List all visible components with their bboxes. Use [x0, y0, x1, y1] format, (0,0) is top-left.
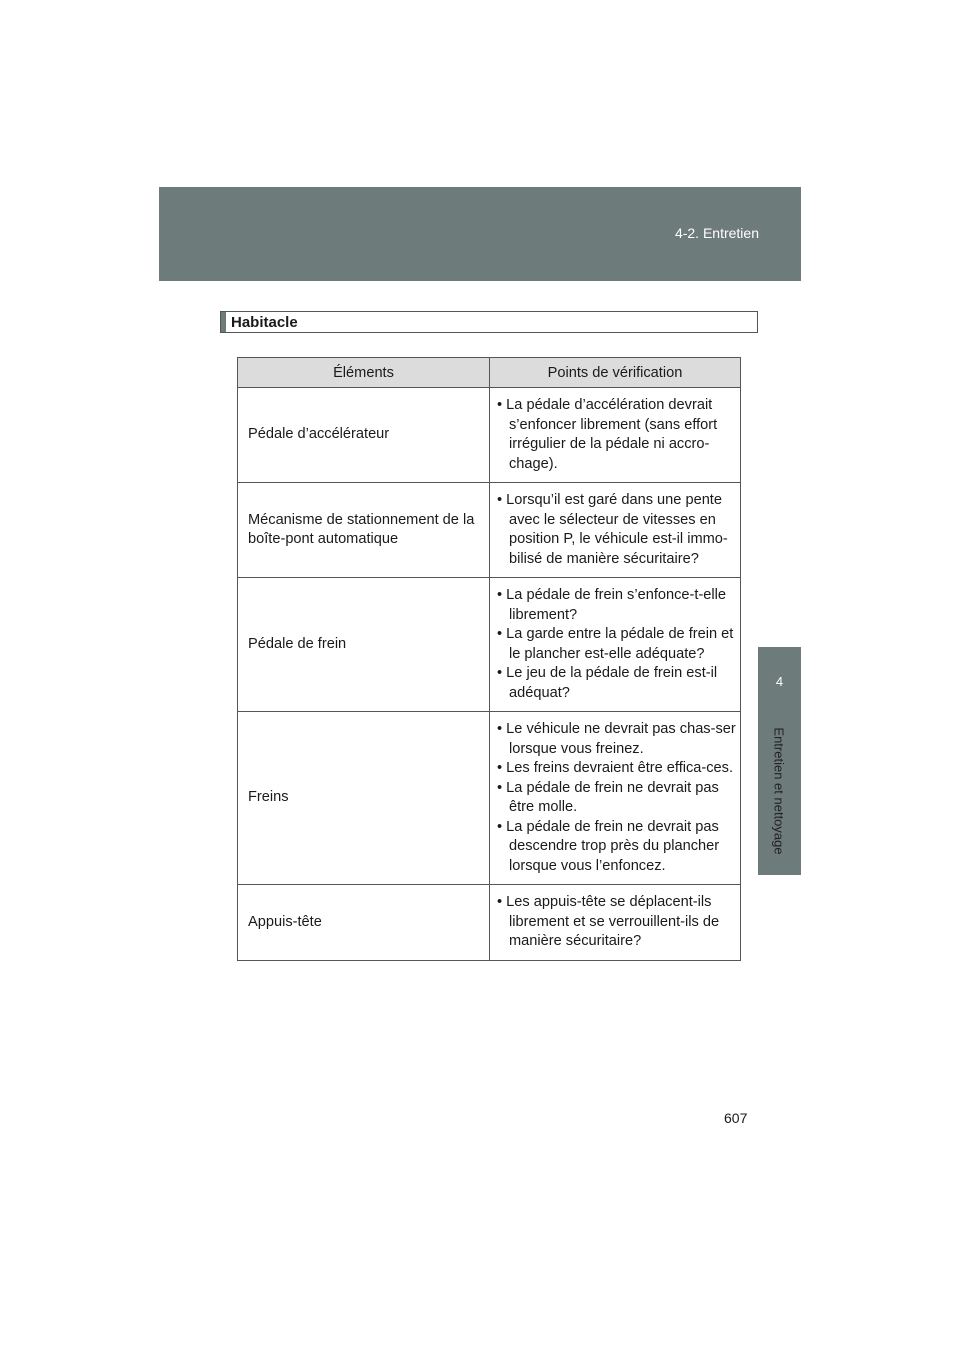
check-point: • Lorsqu’il est garé dans une pente avec le sélecteur de vitesses en position P, le véhicule est-il immo-bilisé de manière sécuritaire?	[497, 492, 728, 567]
section-reference: 4-2. Entretien	[674, 225, 759, 241]
check-point: • La pédale de frein ne devrait pas descendre trop près du plancher lorsque vous l’enfoncez.	[497, 818, 720, 874]
checks-cell	[490, 483, 741, 578]
table-row	[238, 885, 741, 961]
table-row	[238, 712, 741, 885]
section-title: Habitacle	[231, 314, 298, 331]
inspection-table	[237, 357, 741, 961]
check-point: • Le jeu de la pédale de frein est-il adéquat?	[497, 665, 718, 701]
column-header-items: Éléments	[238, 358, 490, 388]
item-cell: Mécanisme de stationnement de la boîte-pont automatique	[238, 483, 490, 578]
check-point: • Le véhicule ne devrait pas chas-ser lorsque vous freinez.	[497, 721, 736, 757]
column-header-checks: Points de vérification	[490, 358, 741, 388]
table-row	[238, 483, 741, 578]
item-cell: Pédale d’accélérateur	[238, 388, 490, 483]
chapter-number: 4	[775, 674, 784, 689]
item-cell: Appuis-tête	[238, 885, 490, 961]
check-point: • La pédale de frein s’enfonce-t-elle librement?	[497, 587, 727, 623]
checks-cell	[490, 578, 741, 712]
check-point: • Les appuis-tête se déplacent-ils librement et se verrouillent-ils de manière sécuritaire?	[497, 894, 720, 949]
section-title-marker	[221, 312, 226, 332]
item-cell: Freins	[238, 712, 490, 885]
checks-cell	[490, 388, 741, 483]
page-number: 607	[724, 1110, 748, 1126]
check-point: • La pédale de frein ne devrait pas être molle.	[497, 779, 719, 815]
check-point: • La pédale d’accélération devrait s’enfoncer librement (sans effort irrégulier de la pédale ni accro-chage).	[497, 397, 718, 472]
table-header-row	[238, 358, 741, 388]
chapter-side-label	[771, 716, 787, 866]
chapter-title: Entretien et nettoyage	[771, 727, 787, 855]
checks-cell	[490, 885, 741, 961]
item-cell: Pédale de frein	[238, 578, 490, 712]
check-point: • La garde entre la pédale de frein et le plancher est-elle adéquate?	[497, 626, 734, 662]
table-row	[238, 578, 741, 712]
checks-cell	[490, 712, 741, 885]
check-point: • Les freins devraient être effica-ces.	[497, 760, 734, 776]
chapter-header-band	[159, 187, 801, 281]
table-row	[238, 388, 741, 483]
section-title-box	[220, 311, 758, 333]
